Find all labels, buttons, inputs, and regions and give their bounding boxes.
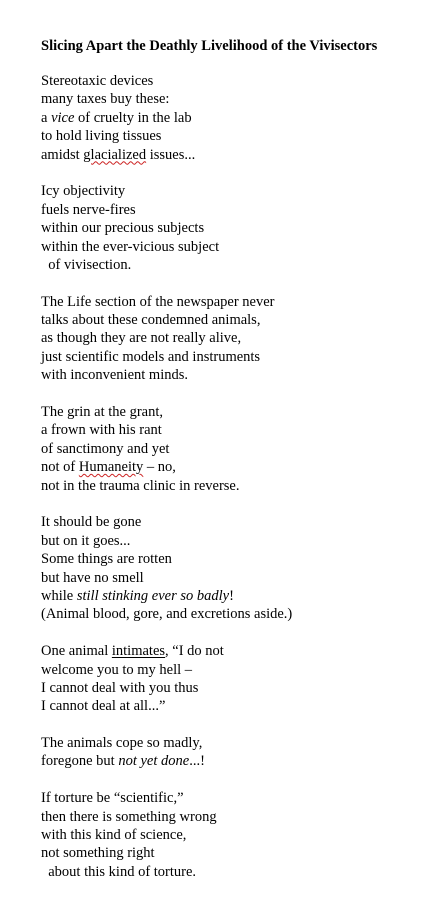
poem-line (41, 697, 292, 715)
italic-phrase: still stinking ever so badly (76, 587, 230, 604)
poem-line (41, 72, 292, 90)
spellcheck-flagged-word: Humaneity (78, 459, 144, 476)
poem-line (41, 403, 292, 421)
poem-line (41, 550, 292, 568)
line-text: I cannot deal at all...” (41, 698, 166, 715)
line-text: ...! (189, 753, 205, 770)
poem-body (41, 72, 292, 900)
poem-line (41, 661, 292, 679)
line-text: not of (41, 459, 79, 476)
poem-line (41, 238, 292, 256)
line-text: but have no smell (41, 569, 144, 586)
underlined-word: intimates (111, 643, 166, 660)
line-text: a frown with his rant (41, 422, 162, 439)
line-text: of sanctimony and yet (41, 440, 170, 457)
line-text: (Animal blood, gore, and excretions aside.) (41, 606, 293, 623)
line-text: talks about these condemned animals, (41, 312, 261, 329)
poem-line (41, 182, 292, 200)
line-text: Stereotaxic devices (41, 73, 154, 89)
line-text: many taxes buy these: (41, 91, 170, 108)
line-text: One animal (41, 643, 112, 660)
italic-phrase: not yet done (118, 753, 190, 770)
poem-line (41, 587, 292, 605)
poem-line (41, 127, 292, 145)
line-text: about this kind of torture. (41, 863, 197, 880)
line-text: then there is something wrong (41, 808, 217, 825)
poem-line (41, 513, 292, 531)
stanza (41, 403, 292, 495)
line-text: to hold living tissues (41, 128, 162, 145)
poem-line (41, 348, 292, 366)
line-text: as though they are not really alive, (41, 330, 242, 347)
line-text: It should be gone (41, 514, 142, 531)
stanza (41, 513, 292, 623)
poem-line (41, 844, 292, 862)
poem-line (41, 219, 292, 237)
poem-line (41, 90, 292, 108)
stanza (41, 72, 292, 164)
poem-line (41, 201, 292, 219)
poem-line (41, 808, 292, 826)
line-text: with inconvenient minds. (41, 367, 188, 384)
poem-line (41, 789, 292, 807)
poem-line (41, 146, 292, 164)
line-text: with this kind of science, (41, 827, 187, 844)
poem-line (41, 109, 292, 127)
line-text: a (41, 109, 52, 126)
line-text: Some things are rotten (41, 551, 172, 568)
stanza (41, 789, 292, 881)
line-text: not something right (41, 845, 155, 862)
poem-line (41, 440, 292, 458)
spellcheck-flagged-word: glacialized (83, 146, 147, 163)
line-text: I cannot deal with you thus (41, 679, 199, 696)
poem-line (41, 256, 292, 274)
poem-line (41, 366, 292, 384)
stanza (41, 293, 292, 385)
poem-line (41, 569, 292, 587)
poem-line (41, 826, 292, 844)
line-text: not in the trauma clinic in reverse. (41, 477, 240, 494)
line-text: foregone but (41, 753, 119, 770)
line-text: just scientific models and instruments (41, 348, 261, 365)
poem-line (41, 311, 292, 329)
line-text: – no, (143, 459, 176, 476)
stanza (41, 642, 292, 716)
line-text: fuels nerve-fires (41, 201, 136, 218)
poem-line (41, 477, 292, 495)
poem-line (41, 679, 292, 697)
line-text: within our precious subjects (41, 220, 205, 237)
poem-line (41, 421, 292, 439)
poem-line (41, 752, 292, 770)
line-text: The grin at the grant, (41, 404, 163, 421)
line-text: The Life section of the newspaper never (41, 293, 275, 310)
poem-title: Slicing Apart the Deathly Livelihood of the Vivisectors (41, 38, 378, 54)
poem-line (41, 329, 292, 347)
line-text: within the ever-vicious subject (41, 238, 220, 255)
line-text: welcome you to my hell – (41, 661, 193, 678)
line-text: while (41, 587, 77, 604)
line-text: , “I do not (165, 643, 224, 660)
line-text: If torture be “scientific,” (41, 790, 184, 807)
poem-line (41, 293, 292, 311)
line-text: The animals cope so madly, (41, 735, 203, 752)
line-text: but on it goes... (41, 532, 131, 549)
stanza (41, 182, 292, 274)
line-text: of cruelty in the lab (74, 109, 192, 126)
line-text: ! (229, 587, 234, 604)
line-text: amidst (41, 146, 84, 163)
poem-line (41, 605, 292, 623)
poem-line (41, 532, 292, 550)
italic-phrase: vice (51, 109, 75, 126)
line-text: Icy objectivity (41, 183, 126, 200)
stanza (41, 734, 292, 771)
line-text: of vivisection. (41, 256, 132, 273)
line-text: issues... (146, 146, 196, 163)
poem-line (41, 458, 292, 476)
poem-line (41, 863, 292, 881)
poem-line (41, 734, 292, 752)
poem-line (41, 642, 292, 660)
